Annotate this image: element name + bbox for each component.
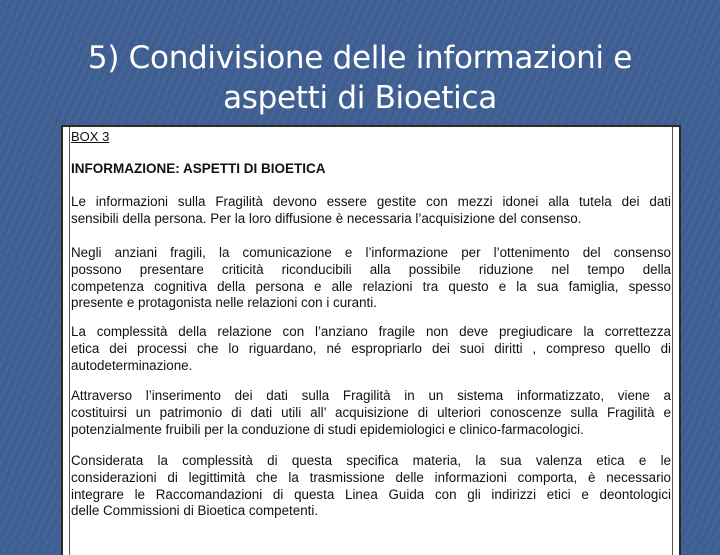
paragraph-consent [71,194,671,228]
paragraph-relationship-complexity [71,324,671,374]
slide-title-line-1: 5) Condivisione delle informazioni e [87,40,633,76]
text-line: Considerata la complessità di questa specifica materia, la sua valenza etica e le [71,453,671,468]
text-line: Negli anziani fragili, la comunicazione e l’informazione per l’ottenimento del consenso [71,245,671,260]
paragraph-bioethics [71,453,671,520]
text-line: potenzialmente fruibili per la conduzione di studi epidemiologici e clinico-farmacologici. [71,421,584,437]
slide-title-line-2: aspetti di Bioetica [223,80,497,116]
text-line: autodeterminazione. [71,357,193,373]
info-box [61,125,681,555]
text-line: integrare le Raccomandazioni di questa Linea Guida con gli indirizzi etici e deontologici [71,486,671,502]
text-line: possono presentare criticità riconducibili alla possibile riduzione nel tempo della [71,261,671,277]
text-line: Le informazioni sulla Fragilità devono essere gestite con mezzi idonei alla tutela dei dati [71,194,671,209]
text-line: sensibili della persona. Per la loro diffusione è necessaria l’acquisizione del consenso. [71,210,582,226]
text-line: La complessità della relazione con l’anziano fragile non deve pregiudicare la correttezza [71,324,671,339]
text-line: costituirsi un patrimonio di dati utili all’ acquisizione di ulteriori conoscenze sulla Fragilità e [71,404,671,420]
paragraph-fragile-elderly [71,245,671,312]
text-line: considerazioni di legittimità che la trasmissione delle informazioni comporta, è necessario [71,469,671,485]
box-label: BOX 3 [71,129,110,144]
text-line: competenza cognitiva della persona e alle relazioni tra questo e la sua famiglia, spesso [71,278,671,294]
box-heading: INFORMAZIONE: ASPETTI DI BIOETICA [71,161,326,176]
text-line: etica dei processi che lo riguardano, né espropriarlo dei suoi diritti , compreso quello di [71,340,671,356]
text-line: presente e protagonista nelle relazioni con i curanti. [71,295,377,311]
paragraph-data-system [71,388,671,438]
text-line: Attraverso l’inserimento dei dati sulla Fragilità in un sistema informatizzato, viene a [71,388,671,403]
text-line: delle Commissioni di Bioetica competenti. [71,503,319,519]
slide-title [0,38,720,118]
